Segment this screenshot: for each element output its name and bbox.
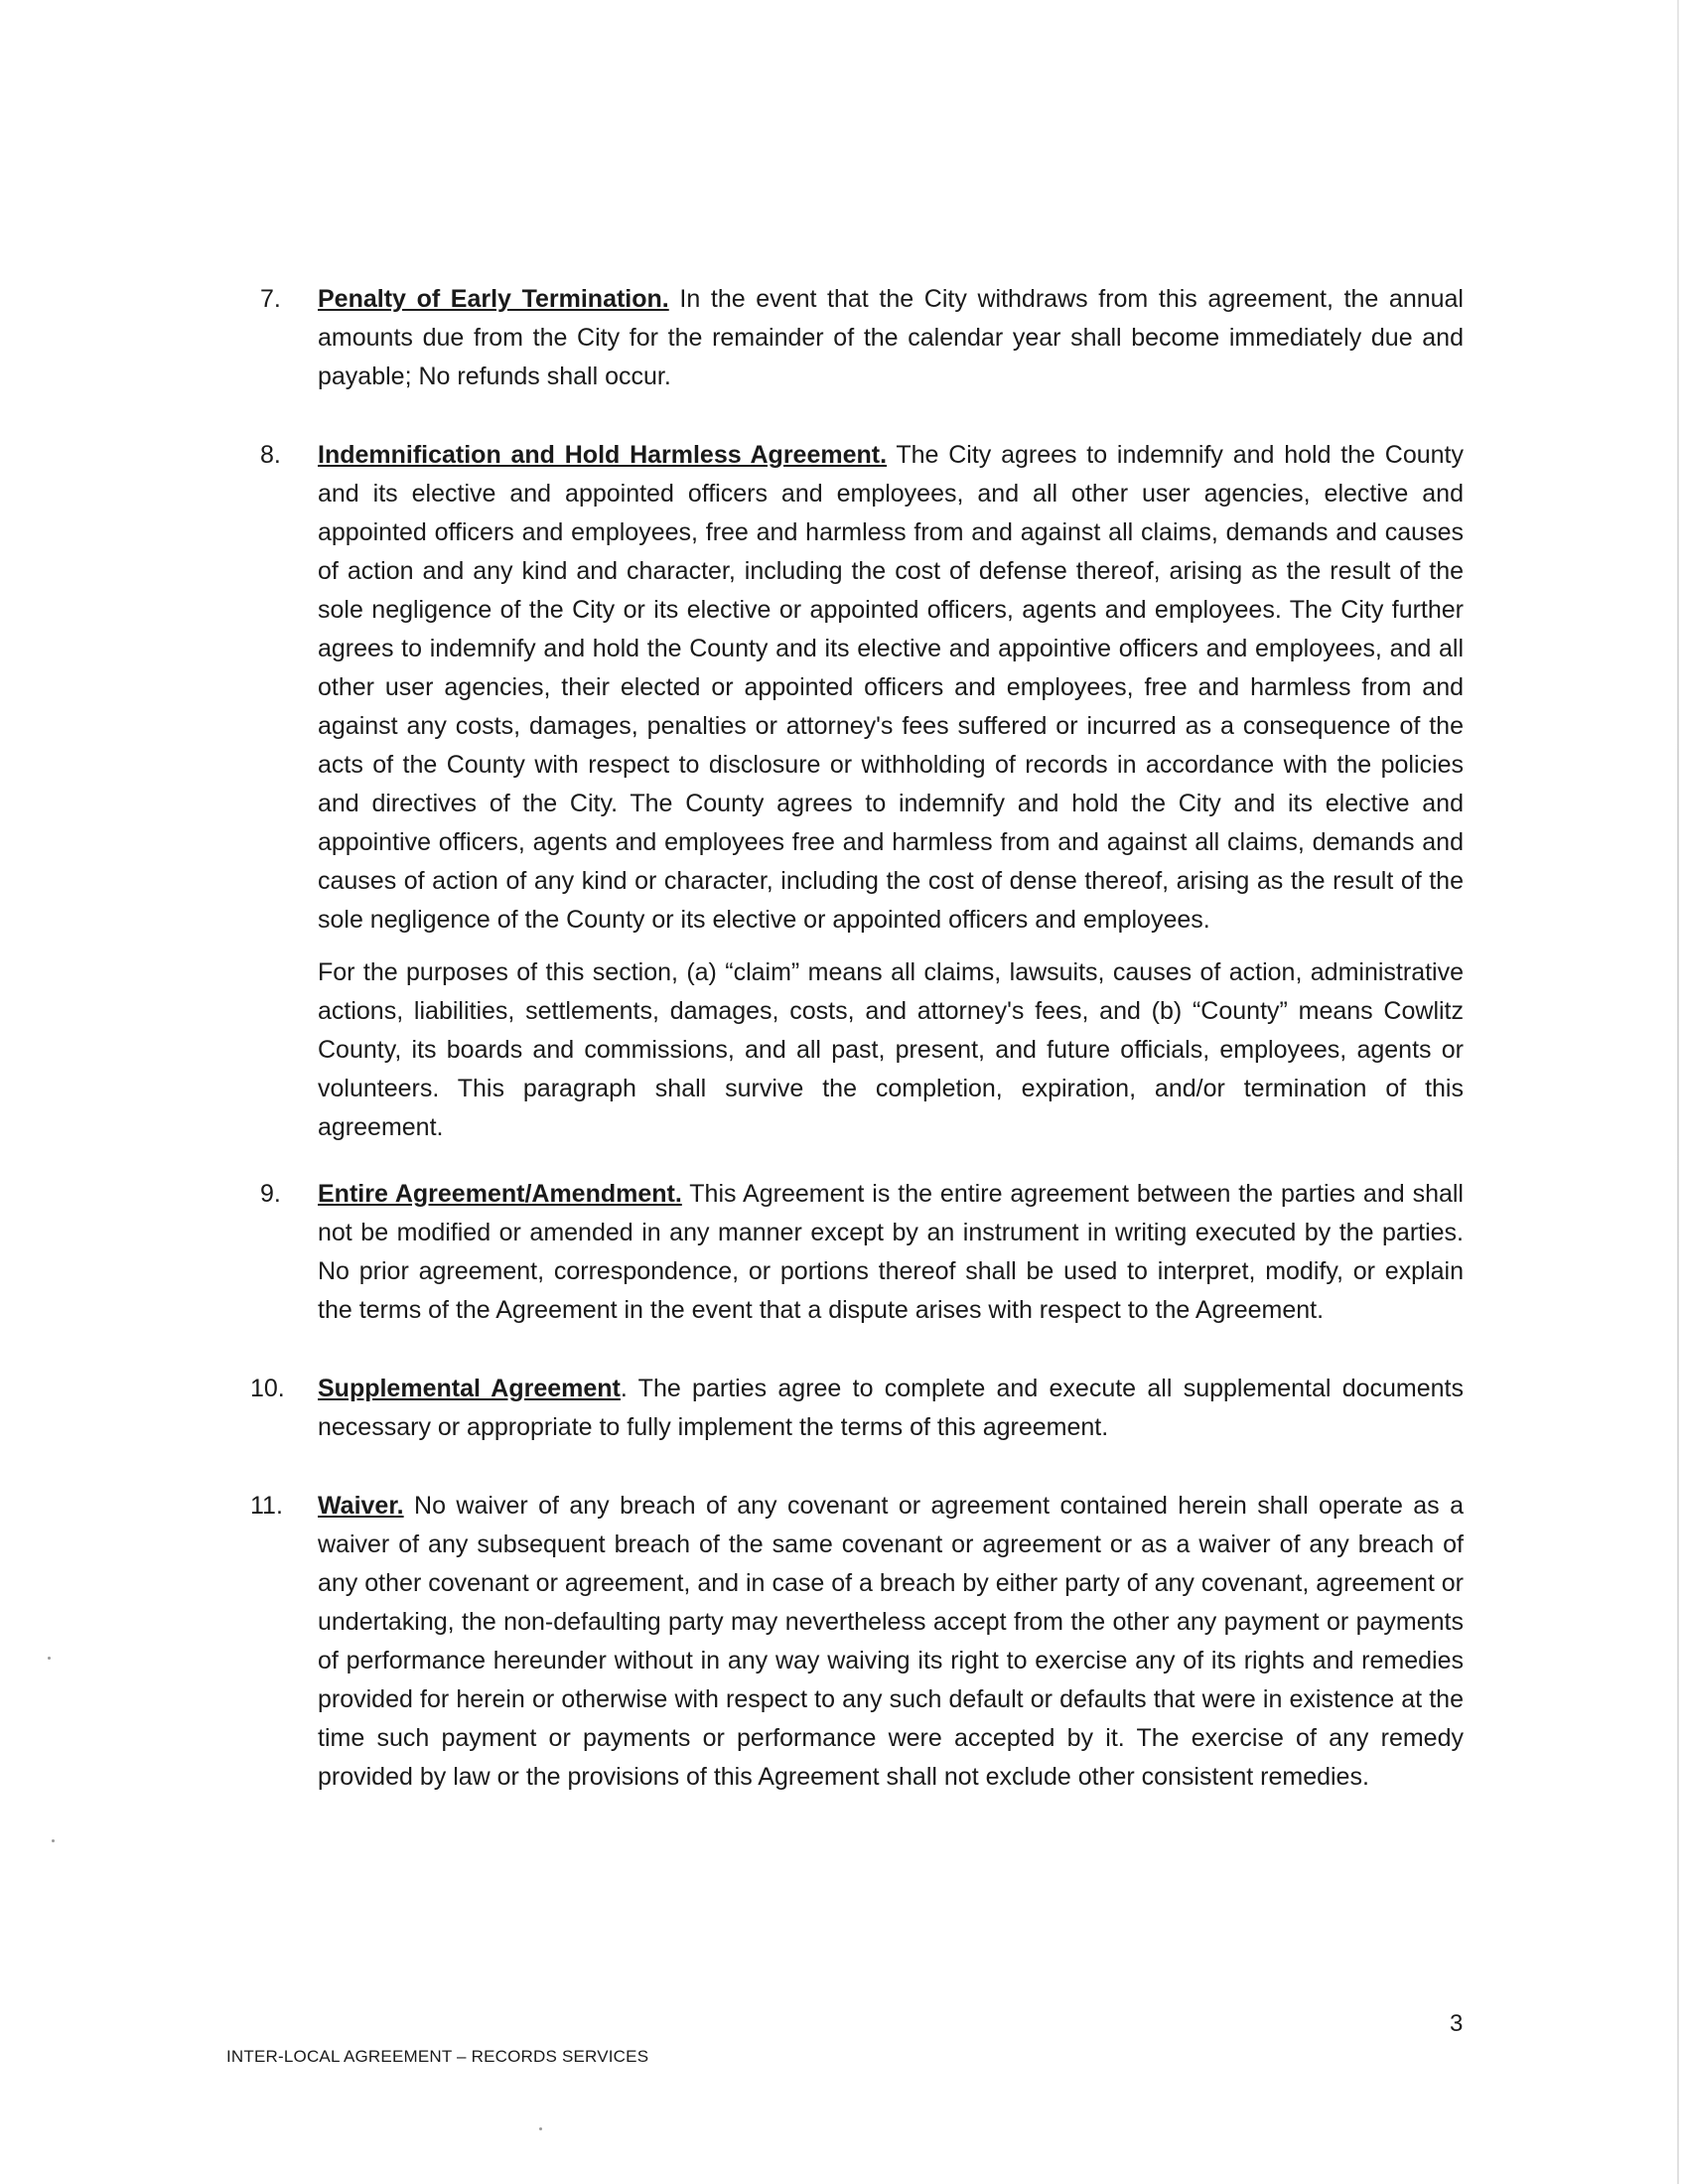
section-7 xyxy=(260,280,1464,396)
section-number: 9. xyxy=(260,1180,281,1208)
section-number: 10. xyxy=(250,1375,285,1402)
section-number: 8. xyxy=(260,441,281,469)
section-9 xyxy=(260,1175,1464,1330)
section-text: No waiver of any breach of any covenant or agreement contained herein shall operate as a waiver of any subsequent breach of the same covenant or agreement or as a waiver of any breach of any other covenant or agreement, and in case of a breach by either party of any covenant, agreement or undertaking, the non-defaulting party may nevertheless accept from the other any payment or payments of performance hereunder without in any way waiving its right to exercise any of its rights and remedies provided for herein or otherwise with respect to any such default or defaults that were in existence at the time such payment or payments or performance were accepted by it. The exercise of any remedy provided by law or the provisions of this Agreement shall not exclude other consistent remedies. xyxy=(318,1492,1464,1791)
scan-edge xyxy=(1677,0,1679,2184)
section-11 xyxy=(250,1487,1464,1797)
section-text: In the event that the City withdraws from this agreement, the annual amounts due from the City for the remainder of the calendar year shall become immediately due and payable; No refunds shall occur. xyxy=(318,285,1464,390)
section-heading: Supplemental Agreement xyxy=(318,1375,621,1402)
section-sub-paragraph: For the purposes of this section, (a) “claim” means all claims, lawsuits, causes of action, administrative actions, liabilities, settlements, damages, costs, and attorney's fees, and (b) “County” means Cowlitz County, its boards and commissions, and all past, present, and future officials, employees, agents or volunteers. This paragraph shall survive the completion, expiration, and/or termination of this agreement. xyxy=(318,958,1464,1141)
footer-title: INTER-LOCAL AGREEMENT – RECORDS SERVICES xyxy=(226,2047,649,2066)
section-text: . The parties agree to complete and execute all supplemental documents necessary or appropriate to fully implement the terms of this agreement. xyxy=(318,1375,1464,1441)
scan-speck xyxy=(52,1839,55,1842)
page-number: 3 xyxy=(1450,2010,1464,2037)
document-body xyxy=(250,280,1465,1797)
section-number: 11. xyxy=(250,1492,283,1520)
section-number: 7. xyxy=(260,285,281,313)
scan-speck xyxy=(539,2127,542,2130)
section-10 xyxy=(250,1370,1464,1447)
section-heading: Entire Agreement/Amendment. xyxy=(318,1180,682,1208)
section-heading: Penalty of Early Termination. xyxy=(318,285,669,313)
section-8 xyxy=(260,436,1464,1147)
section-text: The City agrees to indemnify and hold the County and its elective and appointed officers and employees, and all other user agencies, elective and appointed officers and employees, free and harmless from and against all claims, demands and causes of action and any kind and character, including the cost of defense thereof, arising as the result of the sole negligence of the City or its elective or appointed officers, agents and employees. The City further agrees to indemnify and hold the County and its elective and appointive officers and employees, and all other user agencies, their elected or appointed officers and employees, free and harmless from and against any costs, damages, penalties or attorney's fees suffered or incurred as a consequence of the acts of the County with respect to disclosure or withholding of records in accordance with the policies and directives of the City. The County agrees to indemnify and hold the City and its elective and appointive officers, agents and employees free and harmless from and against all claims, demands and causes of action of any kind or character, including the cost of dense thereof, arising as the result of the sole negligence of the County or its elective or appointed officers and employees. xyxy=(318,441,1465,934)
section-text: This Agreement is the entire agreement between the parties and shall not be modified or amended in any manner except by an instrument in writing executed by the parties. No prior agreement, correspondence, or portions thereof shall be used to interpret, modify, or explain the terms of the Agreement in the event that a dispute arises with respect to the Agreement. xyxy=(318,1180,1464,1324)
scan-speck xyxy=(48,1657,51,1660)
section-heading: Indemnification and Hold Harmless Agreement. xyxy=(318,441,888,469)
section-heading: Waiver. xyxy=(318,1492,404,1520)
